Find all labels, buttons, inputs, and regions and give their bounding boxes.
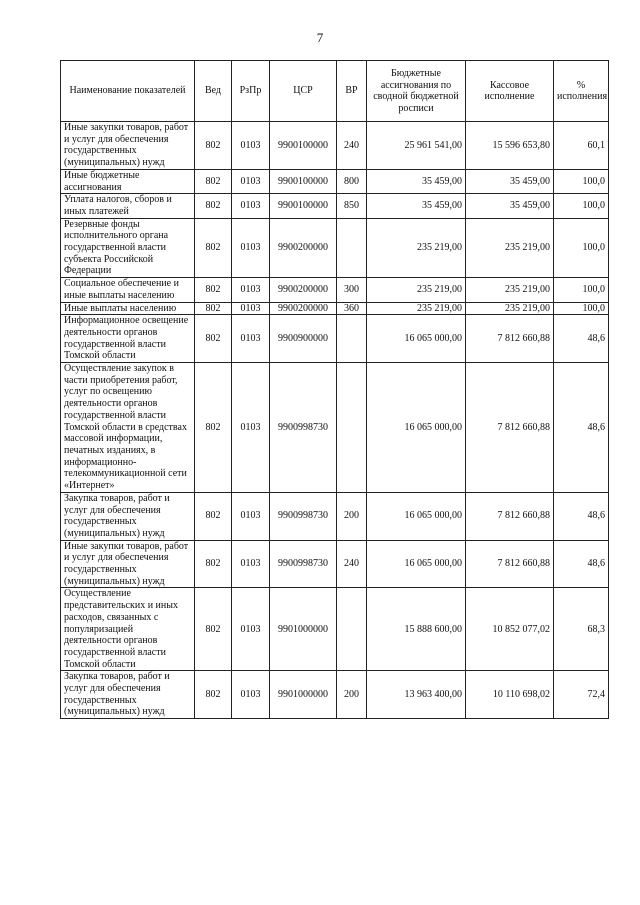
cell-name: Социальное обеспечение и иные выплаты населению: [61, 278, 195, 302]
cell-ved: 802: [195, 540, 232, 588]
cell-rzpr: 0103: [232, 302, 270, 315]
table-header: [61, 61, 609, 122]
cell-csr: 9900998730: [270, 363, 337, 493]
cell-rzpr: 0103: [232, 492, 270, 540]
cell-ved: 802: [195, 169, 232, 193]
header-name: Наименование показателей: [61, 61, 195, 122]
cell-csr: 9900998730: [270, 540, 337, 588]
cell-csr: 9901000000: [270, 588, 337, 671]
cell-name: Информационное освещение деятельности органов государственной власти Томской области: [61, 315, 195, 363]
cell-percent-execution: 48,6: [554, 492, 609, 540]
cell-vr: [337, 588, 367, 671]
cell-ved: 802: [195, 122, 232, 170]
table-row: [61, 169, 609, 193]
cell-cash-execution: 10 852 077,02: [466, 588, 554, 671]
cell-assignments: 235 219,00: [367, 278, 466, 302]
cell-vr: 240: [337, 540, 367, 588]
cell-name: Иные закупки товаров, работ и услуг для обеспечения государственных (муниципальных) нужд: [61, 540, 195, 588]
table-row: [61, 540, 609, 588]
cell-rzpr: 0103: [232, 588, 270, 671]
page-number: 7: [316, 30, 324, 45]
cell-percent-execution: 100,0: [554, 278, 609, 302]
cell-rzpr: 0103: [232, 122, 270, 170]
table-row: [61, 671, 609, 719]
header-percent-execution: % исполнения: [554, 61, 609, 122]
cell-vr: 240: [337, 122, 367, 170]
cell-name: Осуществление представительских и иных расходов, связанных с популяризацией деятельности органов государственной власти Томской области: [61, 588, 195, 671]
cell-cash-execution: 10 110 698,02: [466, 671, 554, 719]
cell-cash-execution: 7 812 660,88: [466, 492, 554, 540]
cell-cash-execution: 235 219,00: [466, 278, 554, 302]
cell-csr: 9900998730: [270, 492, 337, 540]
cell-cash-execution: 35 459,00: [466, 194, 554, 218]
cell-assignments: 15 888 600,00: [367, 588, 466, 671]
cell-vr: 800: [337, 169, 367, 193]
cell-csr: 9900900000: [270, 315, 337, 363]
cell-cash-execution: 235 219,00: [466, 302, 554, 315]
cell-ved: 802: [195, 302, 232, 315]
cell-assignments: 235 219,00: [367, 218, 466, 278]
cell-rzpr: 0103: [232, 278, 270, 302]
cell-cash-execution: 235 219,00: [466, 218, 554, 278]
cell-name: Закупка товаров, работ и услуг для обеспечения государственных (муниципальных) нужд: [61, 492, 195, 540]
cell-csr: 9901000000: [270, 671, 337, 719]
table-row: [61, 122, 609, 170]
cell-rzpr: 0103: [232, 540, 270, 588]
cell-rzpr: 0103: [232, 671, 270, 719]
table-row: [61, 302, 609, 315]
table-row: [61, 315, 609, 363]
cell-name: Уплата налогов, сборов и иных платежей: [61, 194, 195, 218]
cell-cash-execution: 7 812 660,88: [466, 363, 554, 493]
cell-percent-execution: 72,4: [554, 671, 609, 719]
cell-rzpr: 0103: [232, 194, 270, 218]
cell-percent-execution: 48,6: [554, 315, 609, 363]
cell-vr: 300: [337, 278, 367, 302]
cell-vr: 200: [337, 492, 367, 540]
cell-percent-execution: 48,6: [554, 540, 609, 588]
cell-ved: 802: [195, 315, 232, 363]
header-rzpr: РзПр: [232, 61, 270, 122]
table-row: [61, 363, 609, 493]
cell-rzpr: 0103: [232, 218, 270, 278]
cell-csr: 9900200000: [270, 302, 337, 315]
cell-percent-execution: 100,0: [554, 218, 609, 278]
cell-csr: 9900100000: [270, 194, 337, 218]
cell-rzpr: 0103: [232, 169, 270, 193]
cell-name: Иные закупки товаров, работ и услуг для обеспечения государственных (муниципальных) нужд: [61, 122, 195, 170]
table-row: [61, 194, 609, 218]
cell-vr: 850: [337, 194, 367, 218]
cell-assignments: 16 065 000,00: [367, 492, 466, 540]
cell-ved: 802: [195, 492, 232, 540]
cell-vr: [337, 315, 367, 363]
cell-assignments: 16 065 000,00: [367, 363, 466, 493]
cell-assignments: 25 961 541,00: [367, 122, 466, 170]
header-cash-execution: Кассовое исполнение: [466, 61, 554, 122]
cell-vr: [337, 218, 367, 278]
cell-csr: 9900100000: [270, 169, 337, 193]
table-row: [61, 218, 609, 278]
cell-rzpr: 0103: [232, 315, 270, 363]
cell-vr: 200: [337, 671, 367, 719]
cell-csr: 9900200000: [270, 218, 337, 278]
cell-csr: 9900100000: [270, 122, 337, 170]
cell-assignments: 235 219,00: [367, 302, 466, 315]
cell-assignments: 16 065 000,00: [367, 315, 466, 363]
table-row: [61, 492, 609, 540]
cell-ved: 802: [195, 218, 232, 278]
cell-percent-execution: 100,0: [554, 169, 609, 193]
cell-assignments: 13 963 400,00: [367, 671, 466, 719]
cell-vr: 360: [337, 302, 367, 315]
table-body: [61, 122, 609, 719]
budget-execution-table: [60, 60, 609, 719]
cell-cash-execution: 7 812 660,88: [466, 315, 554, 363]
header-row: [61, 61, 609, 122]
cell-ved: 802: [195, 671, 232, 719]
table-row: [61, 278, 609, 302]
cell-ved: 802: [195, 363, 232, 493]
header-ved: Вед: [195, 61, 232, 122]
cell-csr: 9900200000: [270, 278, 337, 302]
cell-rzpr: 0103: [232, 363, 270, 493]
header-csr: ЦСР: [270, 61, 337, 122]
header-assignments: Бюджетные ассигнования по сводной бюджетной росписи: [367, 61, 466, 122]
cell-ved: 802: [195, 194, 232, 218]
cell-name: Осуществление закупок в части приобретения работ, услуг по освещению деятельности органов государственной власти Томской области в средствах массовой информации, печатных изданиях, в информационно-телекоммуникационной сети «Интернет»: [61, 363, 195, 493]
cell-cash-execution: 15 596 653,80: [466, 122, 554, 170]
cell-ved: 802: [195, 278, 232, 302]
table-row: [61, 588, 609, 671]
cell-cash-execution: 35 459,00: [466, 169, 554, 193]
cell-name: Иные выплаты населению: [61, 302, 195, 315]
cell-percent-execution: 48,6: [554, 363, 609, 493]
cell-vr: [337, 363, 367, 493]
cell-percent-execution: 100,0: [554, 302, 609, 315]
cell-assignments: 16 065 000,00: [367, 540, 466, 588]
cell-name: Закупка товаров, работ и услуг для обеспечения государственных (муниципальных) нужд: [61, 671, 195, 719]
cell-ved: 802: [195, 588, 232, 671]
cell-percent-execution: 100,0: [554, 194, 609, 218]
cell-name: Иные бюджетные ассигнования: [61, 169, 195, 193]
header-vr: ВР: [337, 61, 367, 122]
cell-name: Резервные фонды исполнительного органа государственной власти субъекта Российской Федерации: [61, 218, 195, 278]
cell-assignments: 35 459,00: [367, 194, 466, 218]
cell-percent-execution: 60,1: [554, 122, 609, 170]
cell-percent-execution: 68,3: [554, 588, 609, 671]
cell-cash-execution: 7 812 660,88: [466, 540, 554, 588]
cell-assignments: 35 459,00: [367, 169, 466, 193]
